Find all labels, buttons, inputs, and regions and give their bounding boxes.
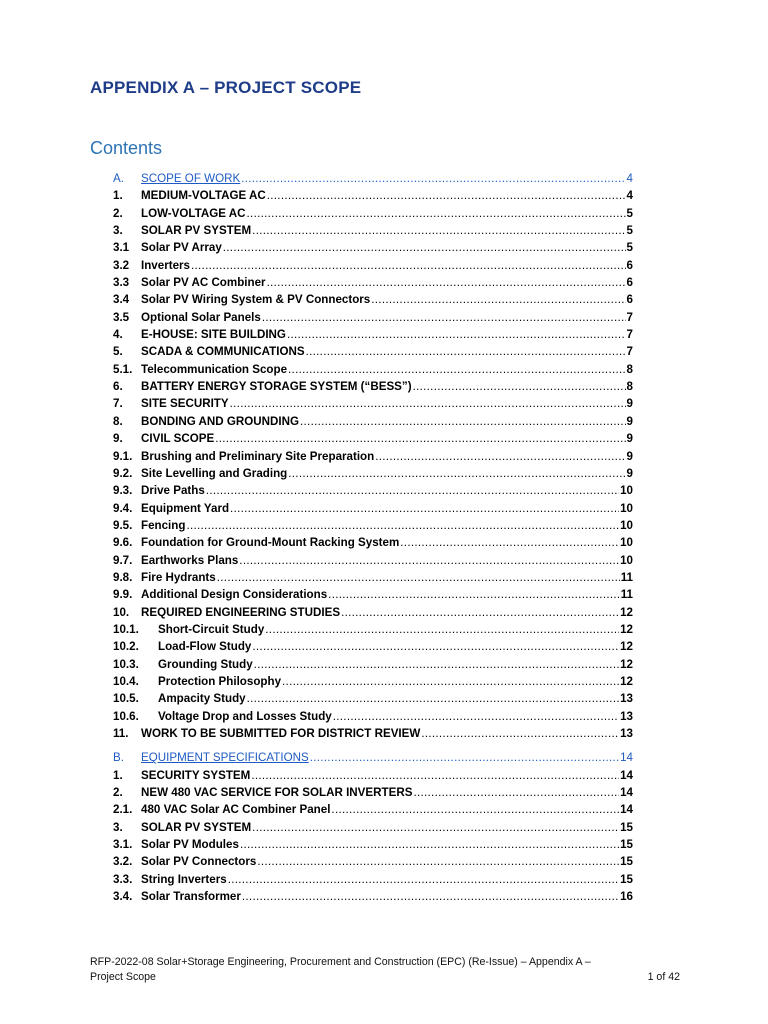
toc-dot-leader (375, 448, 625, 465)
toc-entry-title[interactable]: Grounding Study (158, 657, 253, 671)
toc-entry-title[interactable]: String Inverters (141, 872, 227, 886)
toc-entry[interactable] (113, 673, 633, 690)
toc-entry-page: 10 (620, 553, 633, 567)
footer-document-title-continued: Project Scope (90, 971, 156, 983)
toc-dot-leader (251, 767, 619, 784)
toc-entry-title[interactable]: SITE SECURITY (141, 397, 229, 411)
toc-entry-number: 3.4 (113, 293, 130, 307)
toc-entry-number: 9.8. (113, 570, 133, 584)
toc-entry[interactable] (113, 517, 633, 534)
toc-entry-title[interactable]: Short-Circuit Study (158, 622, 265, 636)
toc-entry-number: 3. (113, 820, 123, 834)
toc-entry-number: 3.3 (113, 276, 130, 290)
toc-entry[interactable] (113, 326, 633, 343)
toc-entry[interactable] (113, 309, 633, 326)
toc-entry-number: 3.5 (113, 310, 130, 324)
toc-dot-leader (371, 291, 625, 308)
toc-dot-leader (247, 205, 626, 222)
toc-entry-page: 12 (620, 622, 633, 636)
toc-entry-title[interactable]: Site Levelling and Grading (141, 466, 288, 480)
toc-entry-number: 10.5. (113, 692, 139, 706)
toc-entry-title[interactable]: Solar PV Wiring System & PV Connectors (141, 293, 371, 307)
toc-entry-title[interactable]: Earthworks Plans (141, 553, 239, 567)
toc-entry[interactable] (113, 656, 633, 673)
toc-entry-number: 9.2. (113, 466, 133, 480)
toc-entry-number: 9.1. (113, 449, 133, 463)
toc-entry-title[interactable]: CIVIL SCOPE (141, 432, 215, 446)
toc-entry-title[interactable]: WORK TO BE SUBMITTED FOR DISTRICT REVIEW (141, 727, 421, 740)
toc-entry-number: 4. (113, 328, 123, 342)
toc-entry-page: 4 (626, 172, 633, 185)
toc-entry-page: 9 (626, 466, 633, 480)
toc-entry-number: 2. (113, 786, 123, 800)
toc-entry-number: 2. (113, 206, 123, 220)
toc-entry-title[interactable]: Optional Solar Panels (141, 310, 261, 324)
toc-entry[interactable] (113, 257, 633, 274)
toc-entry[interactable] (113, 465, 633, 482)
toc-entry-page: 6 (626, 258, 633, 272)
toc-dot-leader (282, 673, 619, 690)
toc-dot-leader (288, 361, 626, 378)
toc-entry-page: 15 (620, 872, 633, 886)
toc-entry-page: 13 (620, 692, 633, 706)
toc-entry-page: 5 (626, 206, 633, 220)
toc-entry-page: 5 (626, 224, 633, 238)
toc-entry-page: 14 (620, 768, 633, 782)
toc-entry-page: 8 (626, 362, 633, 376)
toc-entry-title[interactable]: Solar PV Array (141, 241, 222, 255)
document-title: APPENDIX A – PROJECT SCOPE (90, 78, 362, 97)
toc-entry[interactable] (113, 784, 633, 801)
toc-dot-leader (306, 343, 626, 360)
toc-entry[interactable] (113, 500, 633, 517)
toc-entry-title[interactable]: Protection Philosophy (158, 674, 282, 688)
toc-entry-number: 10.1. (113, 622, 139, 636)
toc-entry[interactable] (113, 552, 633, 569)
toc-entry-title[interactable]: SOLAR PV SYSTEM (141, 820, 252, 834)
toc-entry-number: 9.3. (113, 484, 133, 498)
toc-dot-leader (252, 222, 625, 239)
toc-entry-title[interactable]: Drive Paths (141, 484, 205, 498)
toc-entry-number: 5. (113, 345, 123, 359)
toc-dot-leader (265, 621, 619, 638)
toc-entry[interactable] (113, 187, 633, 204)
toc-entry-title[interactable]: Additional Design Considerations (141, 588, 328, 602)
toc-entry-title[interactable]: NEW 480 VAC SERVICE FOR SOLAR INVERTERS (141, 786, 413, 800)
toc-entry[interactable] (113, 448, 633, 465)
toc-entry[interactable] (113, 690, 633, 707)
toc-entry[interactable] (113, 871, 633, 888)
toc-entry-page: 5 (626, 241, 633, 255)
toc-entry-number: 1. (113, 189, 123, 203)
toc-entry-title[interactable]: Telecommunication Scope (141, 362, 288, 376)
toc-entry[interactable] (113, 239, 633, 256)
toc-entry[interactable] (113, 170, 633, 187)
toc-entry-page: 12 (620, 605, 633, 619)
toc-entry-title[interactable]: Solar PV Modules (141, 838, 239, 852)
toc-entry-number: 10.6. (113, 709, 139, 723)
toc-entry-number: 3.3. (113, 872, 133, 886)
toc-dot-leader (262, 309, 626, 326)
toc-entry-title[interactable]: Solar PV Connectors (141, 855, 257, 869)
toc-entry-number: 9.4. (113, 501, 133, 515)
toc-entry[interactable] (113, 853, 633, 870)
toc-entry-number: 2.1. (113, 803, 133, 817)
toc-entry[interactable] (113, 604, 633, 621)
toc-dot-leader (241, 170, 625, 187)
toc-entry[interactable] (113, 725, 633, 742)
toc-entry-number: 8. (113, 414, 123, 428)
toc-dot-leader (217, 569, 620, 586)
toc-dot-leader (341, 604, 619, 621)
toc-entry-number: 3.1 (113, 241, 130, 255)
toc-entry-title[interactable]: SECURITY SYSTEM (141, 768, 251, 782)
toc-entry-page: 15 (620, 855, 633, 869)
toc-entry[interactable] (113, 708, 633, 725)
toc-entry-page: 8 (626, 380, 633, 394)
toc-entry[interactable] (113, 205, 633, 222)
toc-entry[interactable] (113, 274, 633, 291)
toc-entry-number: 9.9. (113, 588, 133, 602)
toc-entry-page: 9 (626, 432, 633, 446)
toc-entry-page: 6 (626, 276, 633, 290)
toc-dot-leader (240, 836, 619, 853)
toc-entry-page: 12 (620, 674, 633, 688)
toc-entry[interactable] (113, 749, 633, 766)
toc-dot-leader (252, 819, 619, 836)
toc-dot-leader (331, 801, 619, 818)
toc-entry-page: 15 (620, 838, 633, 852)
toc-dot-leader (257, 853, 619, 870)
toc-entry-title[interactable]: REQUIRED ENGINEERING STUDIES (141, 605, 341, 619)
toc-entry-number: 6. (113, 380, 123, 394)
toc-entry-title[interactable]: SCOPE OF WORK (141, 172, 241, 185)
toc-entry-page: 7 (626, 345, 633, 359)
toc-entry-page: 13 (620, 709, 633, 723)
toc-entry-number: 7. (113, 397, 123, 411)
toc-entry-number: 10. (113, 605, 130, 619)
toc-entry-title[interactable]: Foundation for Ground-Mount Racking System (141, 536, 400, 550)
toc-entry[interactable] (113, 819, 633, 836)
toc-entry-page: 4 (626, 189, 633, 203)
toc-entry-title[interactable]: Solar Transformer (141, 890, 241, 904)
toc-entry-title[interactable]: BATTERY ENERGY STORAGE SYSTEM (“BESS”) (141, 380, 412, 394)
toc-entry-number: 10.2. (113, 640, 139, 654)
toc-entry-number: 3. (113, 224, 123, 238)
toc-entry[interactable] (113, 888, 633, 905)
toc-dot-leader (223, 239, 626, 256)
toc-entry-title[interactable]: Fire Hydrants (141, 570, 216, 584)
toc-entry[interactable] (113, 586, 633, 603)
toc-entry[interactable] (113, 621, 633, 638)
toc-entry-number: B. (113, 751, 124, 765)
toc-entry-page: 7 (626, 328, 633, 342)
toc-entry-number: 3.4. (113, 890, 133, 904)
toc-entry-title[interactable]: Ampacity Study (158, 692, 246, 706)
toc-dot-leader (230, 395, 626, 412)
toc-entry[interactable] (113, 395, 633, 412)
toc-entry-page: 13 (620, 727, 633, 740)
toc-entry-number: 9.7. (113, 553, 133, 567)
toc-entry[interactable] (113, 430, 633, 447)
toc-dot-leader (413, 784, 619, 801)
toc-dot-leader (267, 187, 626, 204)
toc-dot-leader (287, 326, 626, 343)
toc-entry-page: 10 (620, 501, 633, 515)
toc-entry-page: 12 (620, 657, 633, 671)
toc-dot-leader (247, 690, 619, 707)
toc-entry[interactable] (113, 361, 633, 378)
toc-dot-leader (191, 257, 626, 274)
toc-dot-leader (333, 708, 619, 725)
toc-dot-leader (206, 482, 619, 499)
toc-entry-title[interactable]: EQUIPMENT SPECIFICATIONS (141, 751, 309, 765)
toc-entry-number: 3.2. (113, 855, 133, 869)
toc-entry-number: A. (113, 172, 124, 185)
toc-entry-page: 14 (620, 803, 633, 817)
toc-dot-leader (228, 871, 619, 888)
toc-entry-title[interactable]: Voltage Drop and Losses Study (158, 709, 332, 723)
toc-entry-number: 10.4. (113, 674, 139, 688)
toc-entry-page: 7 (626, 310, 633, 324)
toc-dot-leader (252, 638, 619, 655)
toc-entry[interactable] (113, 413, 633, 430)
toc-entry-page: 14 (620, 751, 633, 765)
toc-entry-title[interactable]: MEDIUM-VOLTAGE AC (141, 189, 266, 203)
toc-entry-number: 11. (113, 727, 129, 740)
toc-entry-page: 15 (620, 820, 633, 834)
toc-entry-page: 10 (620, 536, 633, 550)
toc-dot-leader (300, 413, 626, 430)
toc-dot-leader (413, 378, 626, 395)
toc-dot-leader (254, 656, 619, 673)
toc-entry-page: 11 (620, 570, 633, 584)
toc-entry-title[interactable]: Fencing (141, 518, 186, 532)
toc-entry[interactable] (113, 638, 633, 655)
toc-dot-leader (400, 534, 619, 551)
toc-entry-number: 9.5. (113, 518, 133, 532)
toc-entry-page: 6 (626, 293, 633, 307)
toc-entry-number: 3.1. (113, 838, 133, 852)
toc-entry-title[interactable]: Load-Flow Study (158, 640, 252, 654)
toc-entry[interactable] (113, 534, 633, 551)
toc-entry[interactable] (113, 767, 633, 784)
toc-dot-leader (328, 586, 620, 603)
toc-entry-title[interactable]: 480 VAC Solar AC Combiner Panel (141, 803, 331, 817)
toc-dot-leader (215, 430, 625, 447)
toc-entry-page: 10 (620, 484, 633, 498)
contents-heading: Contents (90, 138, 163, 158)
toc-entry[interactable] (113, 222, 633, 239)
toc-dot-leader (239, 552, 619, 569)
toc-entry-number: 5.1. (113, 362, 133, 376)
footer-document-title: RFP-2022-08 Solar+Storage Engineering, Procurement and Construction (EPC) (Re-Issue) – Appendix A – (90, 956, 591, 968)
toc-entry-number: 9.6. (113, 536, 133, 550)
toc-entry-page: 10 (620, 518, 633, 532)
toc-entry[interactable] (113, 801, 633, 818)
toc-entry-page: 9 (626, 449, 633, 463)
toc-dot-leader (267, 274, 626, 291)
toc-entry[interactable] (113, 836, 633, 853)
toc-entry-page: 9 (626, 397, 633, 411)
toc-entry-title[interactable]: Inverters (141, 258, 190, 272)
toc-dot-leader (186, 517, 619, 534)
toc-entry-title[interactable]: LOW-VOLTAGE AC (141, 206, 246, 220)
toc-entry-title[interactable]: Solar PV AC Combiner (141, 276, 266, 290)
toc-dot-leader (242, 888, 619, 905)
toc-entry-page: 16 (620, 890, 633, 904)
page-footer (90, 955, 680, 985)
toc-entry-title[interactable]: SCADA & COMMUNICATIONS (141, 345, 305, 359)
toc-entry[interactable] (113, 482, 633, 499)
toc-dot-leader (310, 749, 619, 766)
toc-entry[interactable] (113, 569, 633, 586)
toc-entry-number: 1. (113, 768, 123, 782)
toc-entry[interactable] (113, 378, 633, 395)
toc-entry-title[interactable]: E-HOUSE: SITE BUILDING (141, 328, 286, 342)
toc-entry-title[interactable]: SOLAR PV SYSTEM (141, 224, 252, 238)
toc-entry-title[interactable]: Brushing and Preliminary Site Preparation (141, 449, 375, 463)
toc-dot-leader (230, 500, 619, 517)
toc-dot-leader (288, 465, 625, 482)
table-of-contents (113, 170, 633, 905)
toc-entry-title[interactable]: BONDING AND GROUNDING (141, 414, 300, 428)
toc-entry-page: 9 (626, 414, 633, 428)
toc-entry[interactable] (113, 291, 633, 308)
toc-entry-number: 3.2 (113, 258, 130, 272)
toc-entry-number: 10.3. (113, 657, 139, 671)
toc-entry-page: 12 (620, 640, 633, 654)
footer-page-number: 1 of 42 (647, 971, 680, 983)
toc-entry-page: 11 (620, 588, 633, 602)
toc-entry[interactable] (113, 343, 633, 360)
toc-entry-number: 9. (113, 432, 123, 446)
toc-dot-leader (421, 725, 619, 742)
toc-entry-title[interactable]: Equipment Yard (141, 501, 230, 515)
toc-entry-page: 14 (620, 786, 633, 800)
